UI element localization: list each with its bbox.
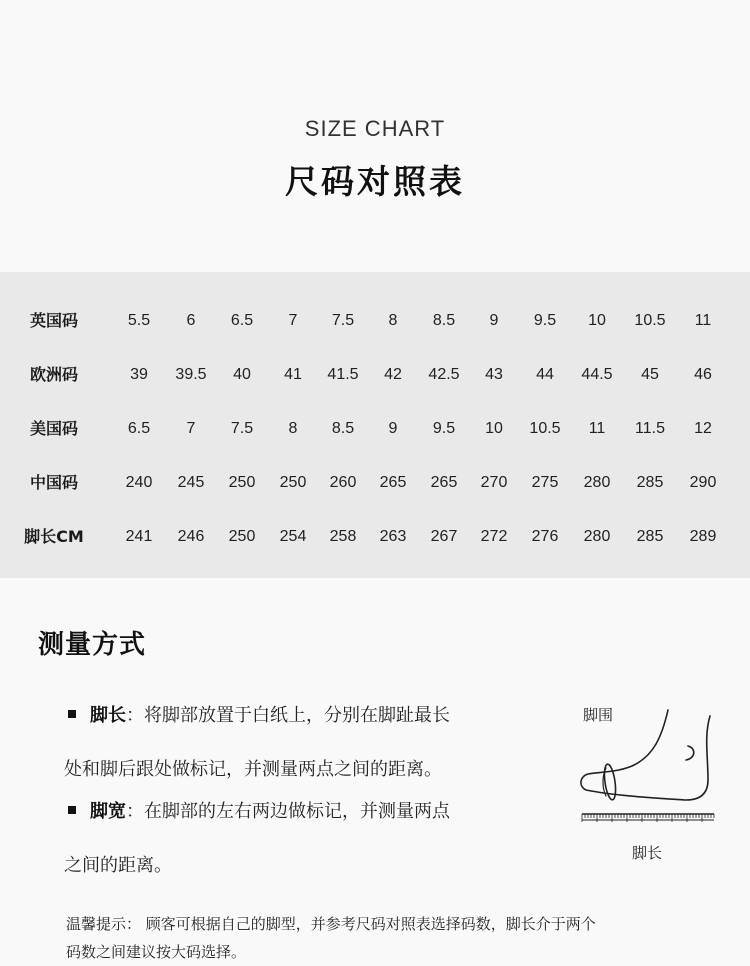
size-cell: 7.5	[230, 420, 254, 437]
size-row-label: 中国码	[29, 473, 78, 492]
size-cell: 265	[430, 474, 458, 491]
size-cell: 276	[531, 528, 559, 545]
size-table-row	[0, 402, 750, 456]
foot-length-text-1: ：将脚部放置于白纸上，分别在脚趾最长	[126, 705, 450, 726]
foot-measure-diagram	[576, 696, 726, 866]
warm-tip-line-2: 码数之间建议按大码选择。	[66, 943, 247, 961]
size-cell: 280	[583, 474, 611, 491]
foot-width-instruction	[66, 788, 556, 890]
size-cell: 7	[186, 420, 196, 437]
bullet-square-icon	[68, 710, 76, 718]
size-cell: 285	[636, 474, 664, 491]
size-cell: 40	[233, 366, 251, 383]
size-cell: 258	[329, 528, 357, 545]
size-row-label: 脚长CM	[24, 527, 84, 546]
foot-width-text-2: 之间的距离。	[64, 855, 172, 876]
measure-section-title: 测量方式	[38, 630, 147, 660]
size-cell: 9	[489, 312, 499, 329]
size-cell: 240	[125, 474, 153, 491]
foot-width-text-1: ：在脚部的左右两边做标记，并测量两点	[126, 801, 450, 822]
foot-length-text-2: 处和脚后跟处做标记，并测量两点之间的距离。	[64, 759, 442, 780]
size-cell: 10.5	[529, 420, 561, 437]
size-cell: 44.5	[581, 366, 613, 383]
size-cell: 241	[125, 528, 153, 545]
size-cell: 275	[531, 474, 559, 491]
size-cell: 263	[379, 528, 407, 545]
size-cell: 290	[689, 474, 717, 491]
size-table-row	[0, 510, 750, 564]
size-row-label: 英国码	[29, 311, 78, 330]
size-cell: 39.5	[175, 366, 207, 383]
size-table-band	[0, 272, 750, 578]
foot-width-term: 脚宽	[90, 801, 126, 822]
size-cell: 272	[480, 528, 508, 545]
size-cell: 8	[388, 312, 398, 329]
size-cell: 45	[641, 366, 659, 383]
size-cell: 289	[689, 528, 717, 545]
size-cell: 245	[177, 474, 205, 491]
size-cell: 7	[288, 312, 298, 329]
size-cell: 260	[329, 474, 357, 491]
foot-length-label: 脚长	[632, 844, 663, 862]
size-cell: 42.5	[428, 366, 460, 383]
size-cell: 42	[384, 366, 402, 383]
size-cell: 250	[228, 474, 256, 491]
title-english: SIZE CHART	[304, 116, 446, 141]
foot-width-line-1	[66, 788, 556, 836]
size-cell: 265	[379, 474, 407, 491]
size-cell: 8	[288, 420, 298, 437]
size-cell: 254	[279, 528, 307, 545]
size-cell: 270	[480, 474, 508, 491]
size-cell: 44	[536, 366, 554, 383]
measure-ruler-icon	[582, 814, 714, 822]
foot-length-instruction	[66, 692, 556, 794]
size-cell: 10.5	[634, 312, 666, 329]
size-cell: 6.5	[230, 312, 254, 329]
foot-length-line-2	[64, 746, 556, 794]
size-cell: 267	[430, 528, 458, 545]
warm-tip	[66, 910, 726, 966]
size-cell: 285	[636, 528, 664, 545]
size-cell: 41	[284, 366, 302, 383]
size-table-row	[0, 294, 750, 348]
foot-girth-label: 脚围	[583, 706, 614, 724]
bullet-square-icon	[68, 806, 76, 814]
size-cell: 9.5	[533, 312, 557, 329]
size-cell: 250	[279, 474, 307, 491]
size-table-row	[0, 348, 750, 402]
size-cell: 9	[388, 420, 398, 437]
size-row-label: 欧洲码	[29, 365, 78, 384]
size-cell: 46	[694, 366, 712, 383]
size-cell: 280	[583, 528, 611, 545]
size-cell: 41.5	[327, 366, 359, 383]
size-cell: 8.5	[331, 420, 355, 437]
size-cell: 8.5	[432, 312, 456, 329]
size-cell: 6	[186, 312, 196, 329]
size-cell: 250	[228, 528, 256, 545]
size-cell: 11	[588, 420, 606, 437]
size-cell: 11	[694, 312, 712, 329]
size-cell: 10	[485, 420, 503, 437]
size-cell: 7.5	[331, 312, 355, 329]
size-cell: 43	[485, 366, 503, 383]
size-cell: 5.5	[127, 312, 151, 329]
foot-length-term: 脚长	[90, 705, 126, 726]
size-cell: 6.5	[127, 420, 151, 437]
title-chinese: 尺码对照表	[285, 162, 465, 201]
warm-tip-line-1: 温馨提示： 顾客可根据自己的脚型，并参考尺码对照表选择码数，脚长介于两个	[66, 915, 596, 933]
size-cell: 12	[694, 420, 712, 437]
size-table-row	[0, 456, 750, 510]
size-cell: 10	[588, 312, 606, 329]
size-cell: 9.5	[432, 420, 456, 437]
size-cell: 246	[177, 528, 205, 545]
foot-length-line-1	[66, 692, 556, 740]
size-row-label: 美国码	[29, 419, 78, 438]
size-cell: 11.5	[635, 420, 665, 437]
size-cell: 39	[130, 366, 148, 383]
foot-width-line-2	[64, 842, 556, 890]
